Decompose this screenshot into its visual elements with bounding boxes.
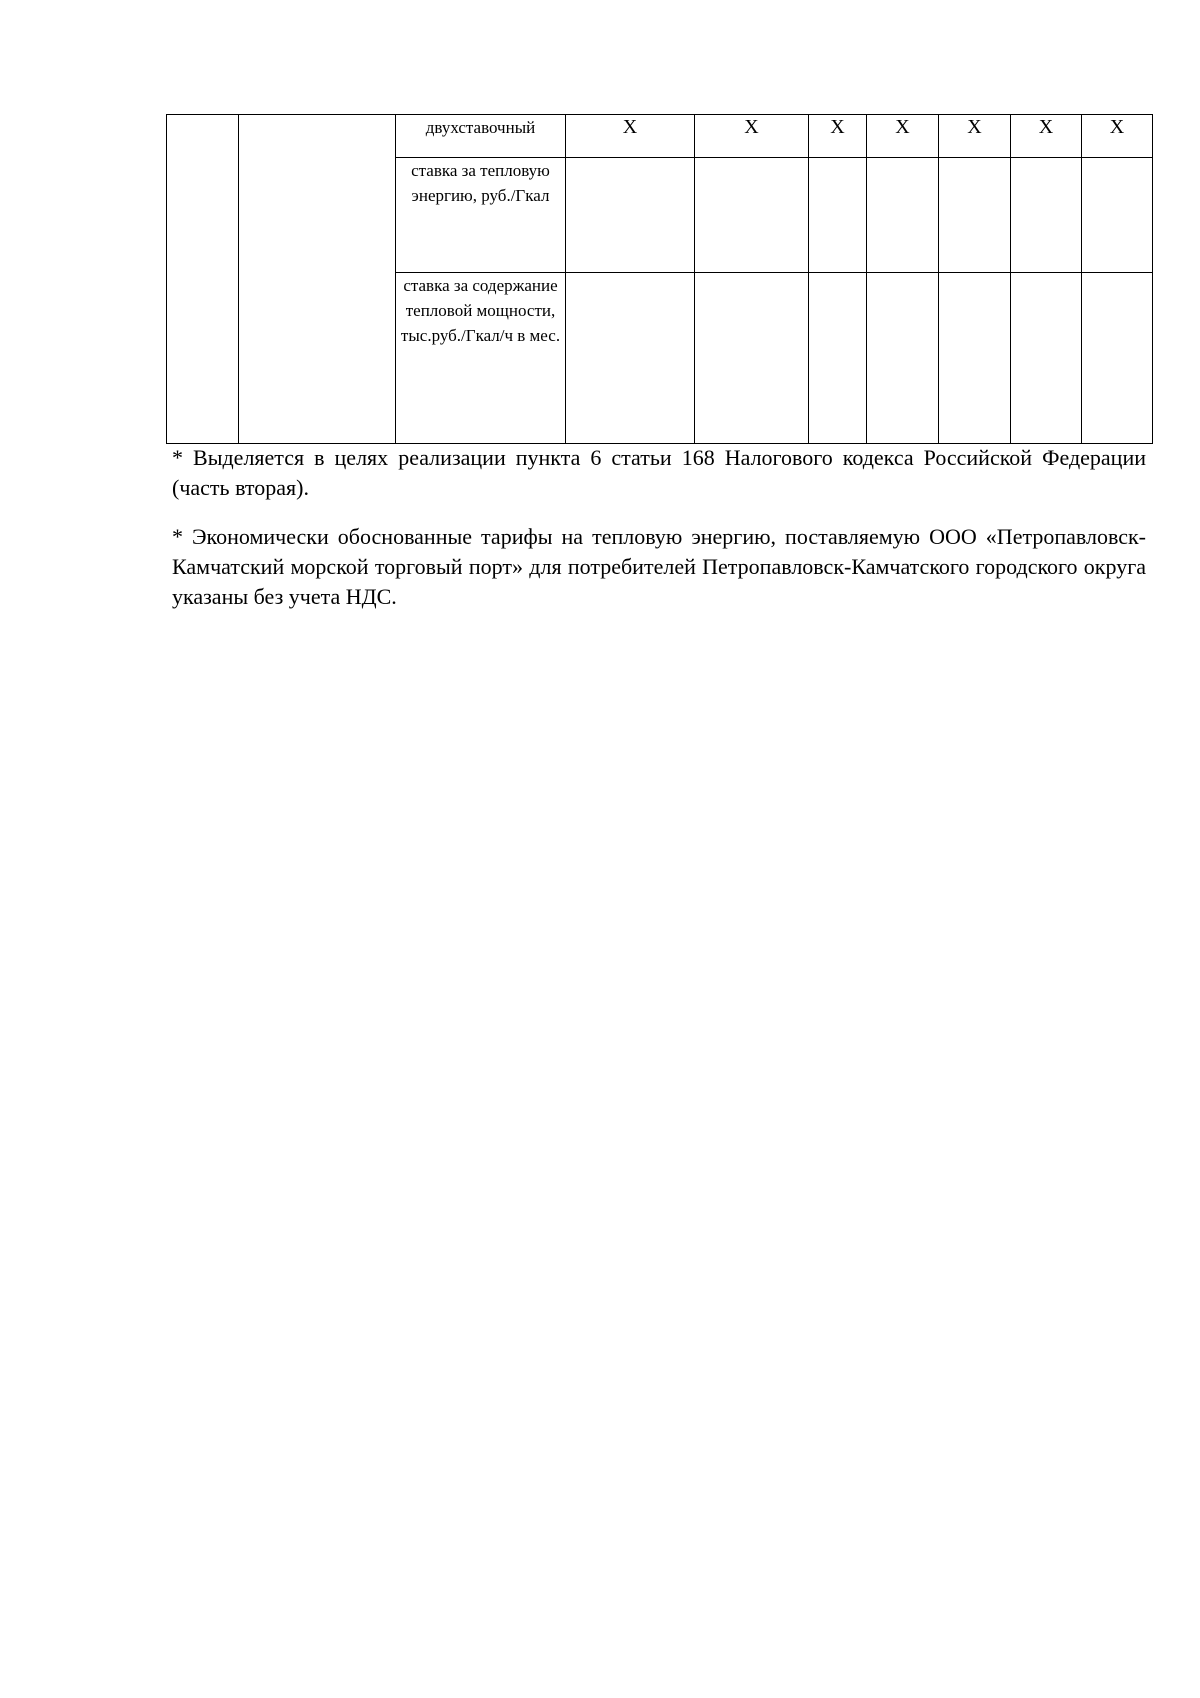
table-cell [1011,158,1082,273]
table-cell [695,273,809,444]
table-cell: X [695,115,809,158]
table-cell [809,273,867,444]
table-cell [566,273,695,444]
table-cell [695,158,809,273]
table-cell [1082,158,1153,273]
capacity-rate-label: ставка за содержание тепловой мощности, тыс.руб./Гкал/ч в мес. [396,273,566,444]
table-cell [566,158,695,273]
table-cell: X [566,115,695,158]
organization-cell [239,115,396,444]
row-number-cell [167,115,239,444]
footnote-vat: * Выделяется в целях реализации пункта 6 статьи 168 Налогового кодекса Российской Федерации (часть вторая). [172,445,1146,500]
energy-rate-label: ставка за тепловую энергию, руб./Гкал [396,158,566,273]
table-cell [809,158,867,273]
table-cell [939,158,1011,273]
table-row [167,115,1153,158]
table-cell [1082,273,1153,444]
table-cell: X [809,115,867,158]
tariff-table [166,114,1153,444]
table-cell: X [1082,115,1153,158]
tariff-type-label: двухставочный [396,115,566,158]
table-cell: X [1011,115,1082,158]
table-cell [1011,273,1082,444]
table-cell [867,158,939,273]
table-cell: X [939,115,1011,158]
footnote-economic-tariffs: * Экономически обоснованные тарифы на тепловую энергию, поставляемую ООО «Петропавловск-Камчатский морской торговый порт» для потребителей Петропавловск-Камчатского городского округа указаны без учета НДС. [172,524,1146,609]
table-cell: X [867,115,939,158]
table-cell [939,273,1011,444]
table-cell [867,273,939,444]
